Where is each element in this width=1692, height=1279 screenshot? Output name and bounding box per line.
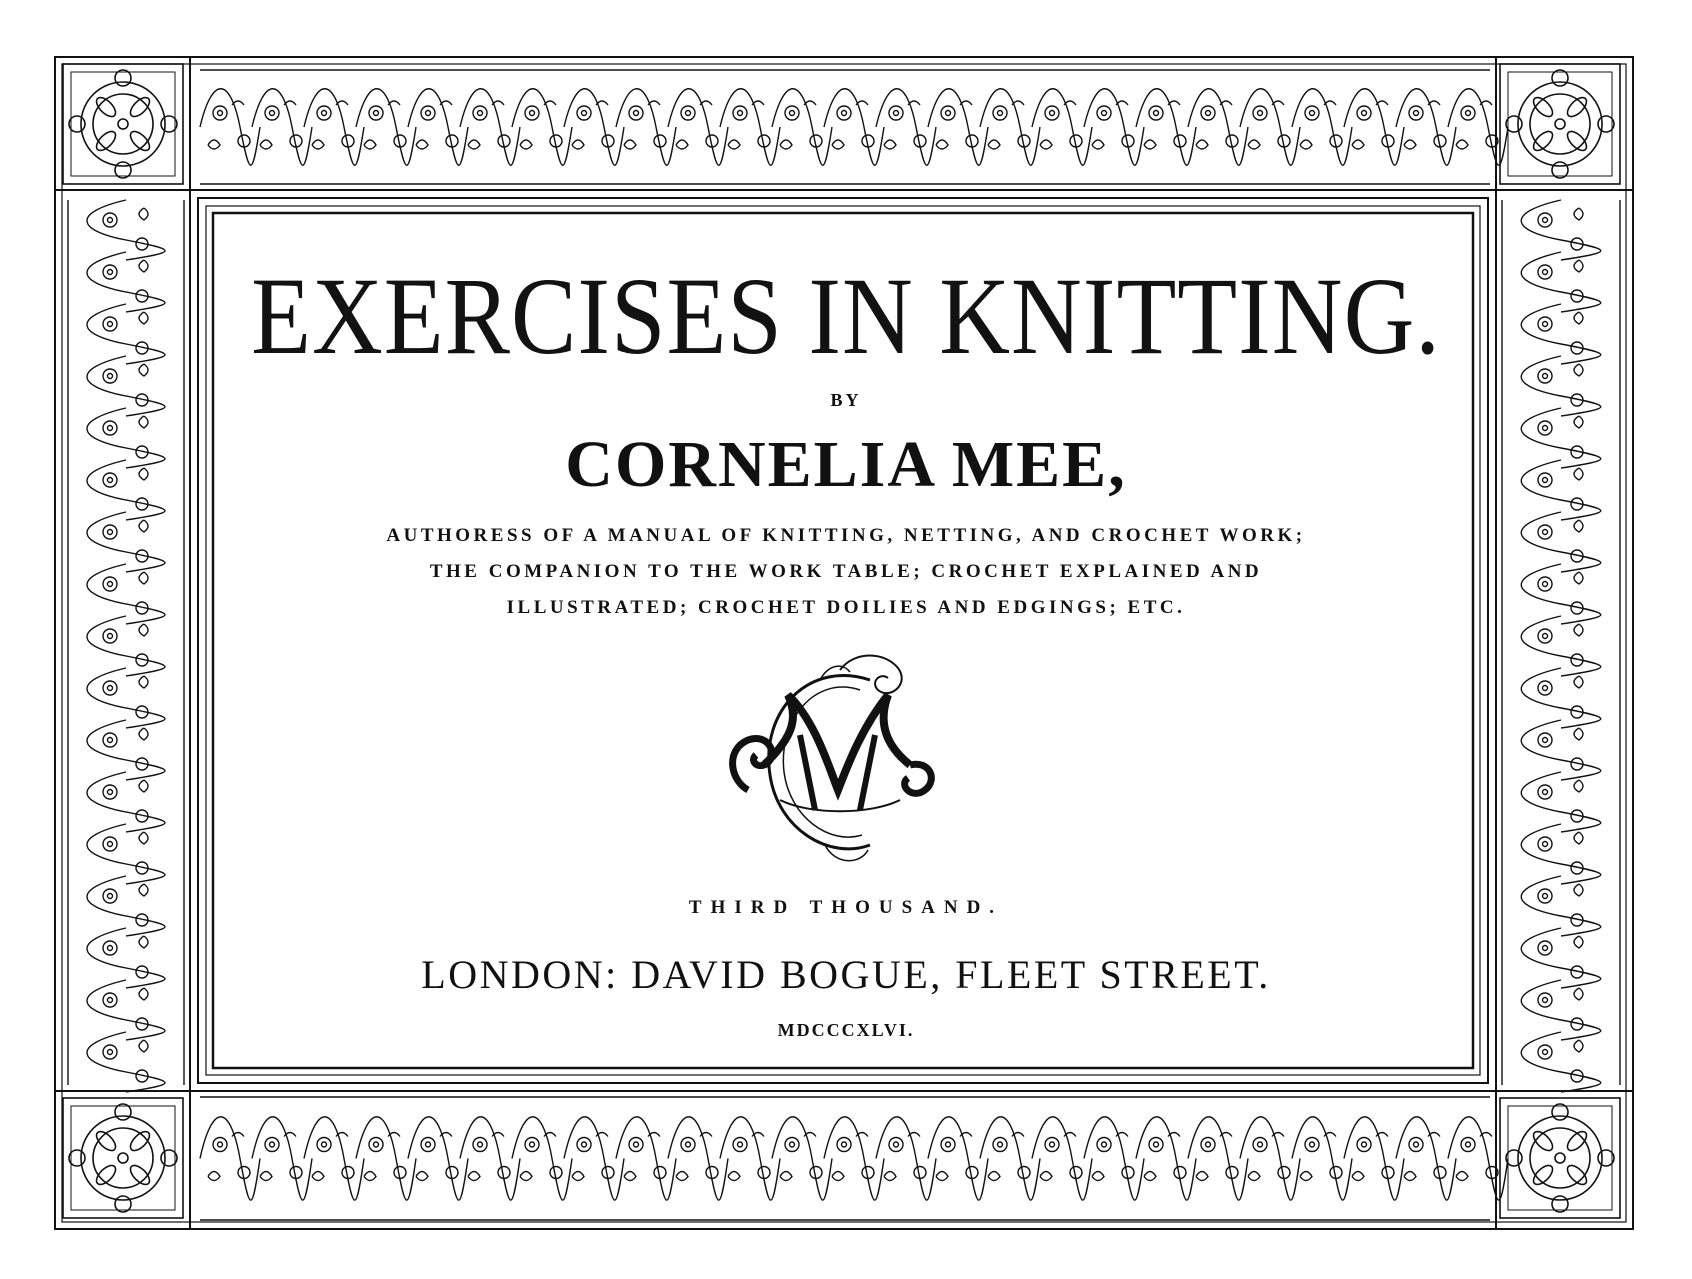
publication-year: MDCCCXLVI.	[777, 1020, 915, 1040]
book-title: EXERCISES IN KNITTING.	[251, 256, 1441, 378]
credits-line: ILLUSTRATED; CROCHET DOILIES AND EDGINGS; ETC.	[506, 597, 1186, 618]
credits-line: THE COMPANION TO THE WORK TABLE; CROCHET EXPLAINED AND	[429, 561, 1263, 582]
by-line: BY	[830, 390, 862, 410]
floral-band-bottom	[200, 1097, 1508, 1220]
cm-monogram	[720, 640, 960, 880]
credits-line: AUTHORESS OF A MANUAL OF KNITTING, NETTING, AND CROCHET WORK;	[386, 525, 1306, 546]
edition-note: THIRD THOUSAND.	[688, 897, 1004, 918]
floral-band-top	[200, 70, 1508, 184]
author-name: CORNELIA MEE,	[565, 428, 1127, 501]
publisher-line: LONDON: DAVID BOGUE, FLEET STREET.	[421, 952, 1271, 997]
author-credits	[0, 518, 1692, 626]
